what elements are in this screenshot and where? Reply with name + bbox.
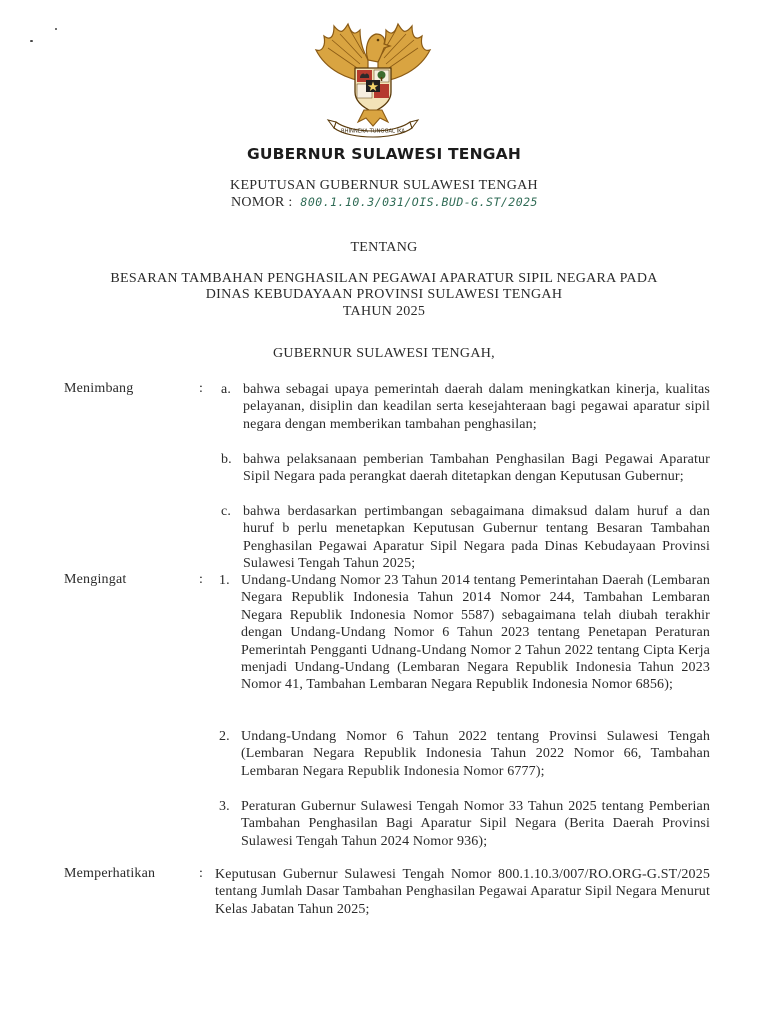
mengingat-colon: : xyxy=(199,572,203,587)
item-marker: 1. xyxy=(219,573,230,588)
memperhatikan-colon: : xyxy=(199,866,203,881)
decree-number-row xyxy=(231,195,538,211)
subject-line-3: TAHUN 2025 xyxy=(342,304,426,319)
garuda-pancasila-emblem xyxy=(308,22,438,140)
item-marker: 2. xyxy=(219,729,230,744)
scan-speck xyxy=(30,40,33,42)
governor-title: GUBERNUR SULAWESI TENGAH xyxy=(246,145,522,163)
item-marker: b. xyxy=(221,452,232,467)
mengingat-label: Mengingat xyxy=(64,572,127,587)
item-text: bahwa berdasarkan pertimbangan sebagaimana dimaksud dalam huruf a dan huruf b perlu menetapkan Keputusan Gubernur tentang Besaran Tambahan Penghasilan Pegawai Aparatur Sipil Negara pada Dinas Kebudayaan Provinsi Sulawesi Tengah Tahun 2025; xyxy=(243,504,710,572)
item-text: bahwa pelaksanaan pemberian Tambahan Penghasilan Bagi Pegawai Aparatur Sipil Negara pada perangkat daerah ditetapkan dengan Keputusan Gubernur; xyxy=(243,452,710,485)
item-text: bahwa sebagai upaya pemerintah daerah dalam meningkatkan kinerja, kualitas pelayanan, disiplin dan keadilan serta kesejahteraan bagi pegawai aparatur sipil negara dengan memberikan tambahan penghasilan; xyxy=(243,382,710,432)
memperhatikan-text: Keputusan Gubernur Sulawesi Tengah Nomor 800.1.10.3/007/RO.ORG-G.ST/2025 tentang Jumlah Dasar Tambahan Penghasilan Pegawai Aparatur Sipil Negara Menurut Kelas Jabatan Tahun 2025; xyxy=(215,867,710,917)
scan-speck xyxy=(55,28,57,30)
item-text: Undang-Undang Nomor 23 Tahun 2014 tentang Pemerintahan Daerah (Lembaran Negara Republik Indonesia Tahun 2014 Nomor 244, Tambahan Lembaran Negara Republik Indonesia Nomor 5587) sebagaimana telah diubah terakhir dengan Undang-Undang Nomor 6 Tahun 2023 tentang Penetapan Peraturan Pemerintah Pengganti Udnang-Undang Nomor 2 Tahun 2022 tentang Cipta Kerja menjadi Undang-Undang (Lembaran Negara Republik Indonesia Tahun 2023 Nomor 41, Tambahan Lembaran Negara Republik Indonesia Nomor 6856); xyxy=(241,573,710,693)
item-marker: 3. xyxy=(219,799,230,814)
menimbang-label: Menimbang xyxy=(64,381,134,396)
issuer-line: GUBERNUR SULAWESI TENGAH, xyxy=(273,346,495,361)
nomor-handwritten-value: 800.1.10.3/031/OIS.BUD-G.ST/2025 xyxy=(300,195,538,209)
subject-line-2: DINAS KEBUDAYAAN PROVINSI SULAWESI TENGAH xyxy=(205,287,563,302)
item-text: Peraturan Gubernur Sulawesi Tengah Nomor 33 Tahun 2025 tentang Pemberian Tambahan Penghasilan Bagi Aparatur Sipil Negara (Berita Daerah Provinsi Sulawesi Tengah Tahun 2024 Nomor 936); xyxy=(241,799,710,849)
item-text: Undang-Undang Nomor 6 Tahun 2022 tentang Provinsi Sulawesi Tengah (Lembaran Negara Republik Indonesia Tahun 2022 Nomor 66, Tambahan Lembaran Negara Republik Indonesia Nomor 6777); xyxy=(241,729,710,779)
memperhatikan-label: Memperhatikan xyxy=(64,866,156,881)
item-marker: c. xyxy=(221,504,232,519)
nomor-label: NOMOR : xyxy=(231,195,293,210)
tentang-heading: TENTANG xyxy=(350,240,418,255)
item-marker: a. xyxy=(221,382,232,397)
emblem-tail xyxy=(358,110,388,126)
emblem-motto-text: BHINNEKA TUNGGAL IKA xyxy=(341,128,405,135)
menimbang-colon: : xyxy=(199,381,203,396)
decree-title: KEPUTUSAN GUBERNUR SULAWESI TENGAH xyxy=(230,178,538,193)
subject-line-1: BESARAN TAMBAHAN PENGHASILAN PEGAWAI APARATUR SIPIL NEGARA PADA xyxy=(110,271,658,286)
